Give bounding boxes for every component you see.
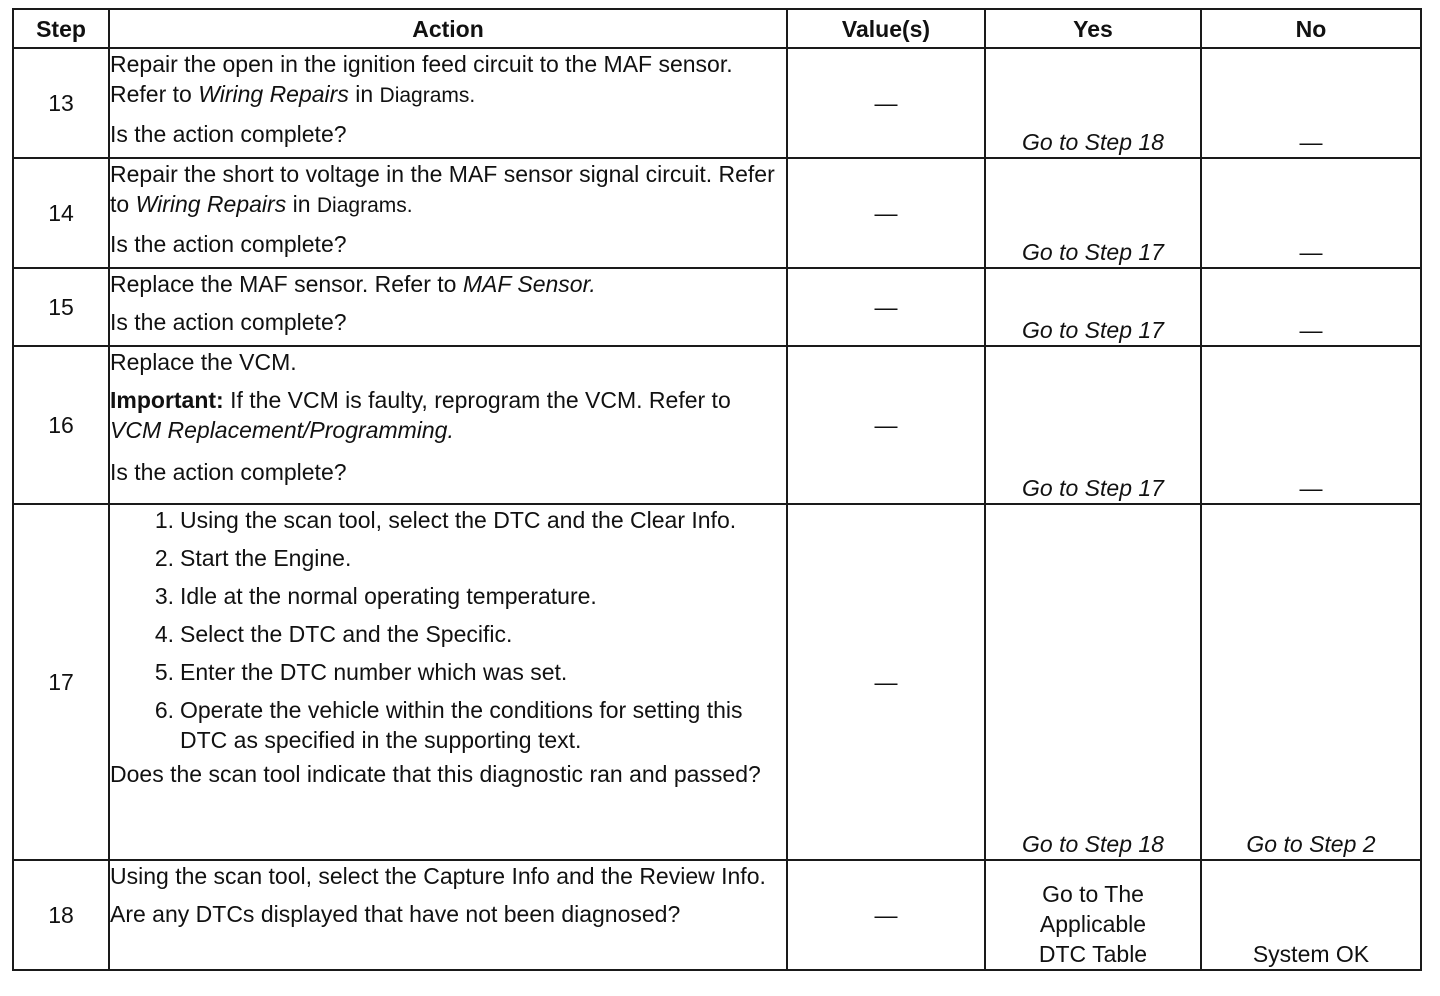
table-row-17 xyxy=(13,504,1421,860)
list-item xyxy=(148,543,786,573)
no-cell: — xyxy=(1201,48,1421,158)
diagnostic-table xyxy=(12,8,1422,971)
header-values: Value(s) xyxy=(787,9,985,48)
action-text xyxy=(110,159,786,221)
no-cell: — xyxy=(1201,268,1421,346)
list-item-text: Start the Engine. xyxy=(180,545,352,571)
goto-step-link[interactable]: Go to Step 17 xyxy=(1022,475,1164,501)
action-text: Using the scan tool, select the Capture Info and the Review Info. xyxy=(110,863,766,889)
list-item-number: 1. xyxy=(154,507,174,533)
procedure-list xyxy=(110,505,786,755)
list-item-text: Idle at the normal operating temperature. xyxy=(180,583,597,609)
list-item-number: 5. xyxy=(154,659,174,685)
no-cell xyxy=(1201,504,1421,860)
action-question: Is the action complete? xyxy=(110,231,347,257)
action-text-part: in xyxy=(286,191,317,217)
value-cell: — xyxy=(787,860,985,970)
yes-line: Applicable xyxy=(1039,911,1147,937)
action-text xyxy=(110,269,786,299)
yes-cell xyxy=(985,268,1201,346)
yes-line: Go to The xyxy=(1042,881,1144,907)
list-item xyxy=(148,505,786,535)
action-question: Does the scan tool indicate that this diagnostic ran and passed? xyxy=(110,761,761,787)
step-number: 14 xyxy=(13,158,109,268)
step-number: 13 xyxy=(13,48,109,158)
value-cell: — xyxy=(787,346,985,504)
action-cell xyxy=(109,268,787,346)
value-cell: — xyxy=(787,504,985,860)
reference-link[interactable]: MAF Sensor. xyxy=(462,271,596,297)
goto-step-link[interactable]: Go to Step 17 xyxy=(1022,317,1164,343)
action-text: Replace the VCM. xyxy=(110,349,297,375)
action-text-part: Replace the MAF sensor. Refer to xyxy=(110,271,463,297)
action-question: Is the action complete? xyxy=(110,121,347,147)
table-row-18 xyxy=(13,860,1421,970)
action-cell xyxy=(109,158,787,268)
list-item xyxy=(148,695,786,755)
action-question: Is the action complete? xyxy=(110,459,347,485)
important-note xyxy=(110,385,786,445)
list-item-text: Enter the DTC number which was set. xyxy=(180,659,568,685)
step-number: 18 xyxy=(13,860,109,970)
list-item-text: Using the scan tool, select the DTC and the Clear Info. xyxy=(180,507,737,533)
header-yes: Yes xyxy=(985,9,1201,48)
header-action: Action xyxy=(109,9,787,48)
goto-step-link[interactable]: Go to Step 18 xyxy=(1022,831,1164,857)
list-item-number: 4. xyxy=(154,621,174,647)
list-item xyxy=(148,619,786,649)
list-item-text: Operate the vehicle within the conditions for setting this DTC as specified in the supporting text. xyxy=(180,697,743,753)
yes-cell xyxy=(985,48,1201,158)
action-cell xyxy=(109,860,787,970)
no-cell: — xyxy=(1201,158,1421,268)
action-cell xyxy=(109,346,787,504)
action-cell xyxy=(109,504,787,860)
action-question: Is the action complete? xyxy=(110,309,347,335)
action-text xyxy=(110,49,786,111)
table-row-15 xyxy=(13,268,1421,346)
table-row-14 xyxy=(13,158,1421,268)
yes-line: DTC Table xyxy=(1038,941,1148,967)
list-item-text: Select the DTC and the Specific. xyxy=(180,621,513,647)
no-cell: System OK xyxy=(1201,860,1421,970)
action-text-part: Repair the open in the ignition feed circuit to the MAF sensor. Refer to xyxy=(110,51,733,107)
no-cell: — xyxy=(1201,346,1421,504)
yes-cell xyxy=(985,158,1201,268)
value-cell: — xyxy=(787,268,985,346)
important-label: Important: xyxy=(110,387,224,413)
yes-cell xyxy=(985,346,1201,504)
header-row xyxy=(13,9,1421,48)
reference-text: Diagrams. xyxy=(316,194,413,217)
value-cell: — xyxy=(787,158,985,268)
list-item-number: 3. xyxy=(154,583,174,609)
yes-cell xyxy=(985,504,1201,860)
step-number: 15 xyxy=(13,268,109,346)
table-row-13 xyxy=(13,48,1421,158)
goto-step-link[interactable]: Go to Step 2 xyxy=(1246,831,1376,857)
reference-link[interactable]: VCM Replacement/Programming. xyxy=(110,417,454,443)
action-question: Are any DTCs displayed that have not been diagnosed? xyxy=(110,901,681,927)
header-no: No xyxy=(1201,9,1421,48)
action-text-part: Repair the short to voltage in the MAF sensor signal circuit. Refer to xyxy=(110,161,775,217)
list-item xyxy=(148,581,786,611)
list-item-number: 2. xyxy=(154,545,174,571)
header-step: Step xyxy=(13,9,109,48)
goto-step-link[interactable]: Go to Step 18 xyxy=(1022,129,1164,155)
step-number: 17 xyxy=(13,504,109,860)
reference-link[interactable]: Wiring Repairs xyxy=(135,191,287,217)
table-header xyxy=(13,9,1421,48)
list-item-number: 6. xyxy=(154,697,174,723)
value-cell: — xyxy=(787,48,985,158)
reference-link[interactable]: Wiring Repairs xyxy=(198,81,349,107)
action-text-part: in xyxy=(348,81,380,107)
yes-cell[interactable] xyxy=(985,860,1201,970)
goto-step-link[interactable]: Go to Step 17 xyxy=(1022,239,1164,265)
important-text: If the VCM is faulty, reprogram the VCM. Refer to xyxy=(223,387,731,413)
table-row-16 xyxy=(13,346,1421,504)
reference-text: Diagrams. xyxy=(379,84,476,107)
step-number: 16 xyxy=(13,346,109,504)
action-cell xyxy=(109,48,787,158)
list-item xyxy=(148,657,786,687)
